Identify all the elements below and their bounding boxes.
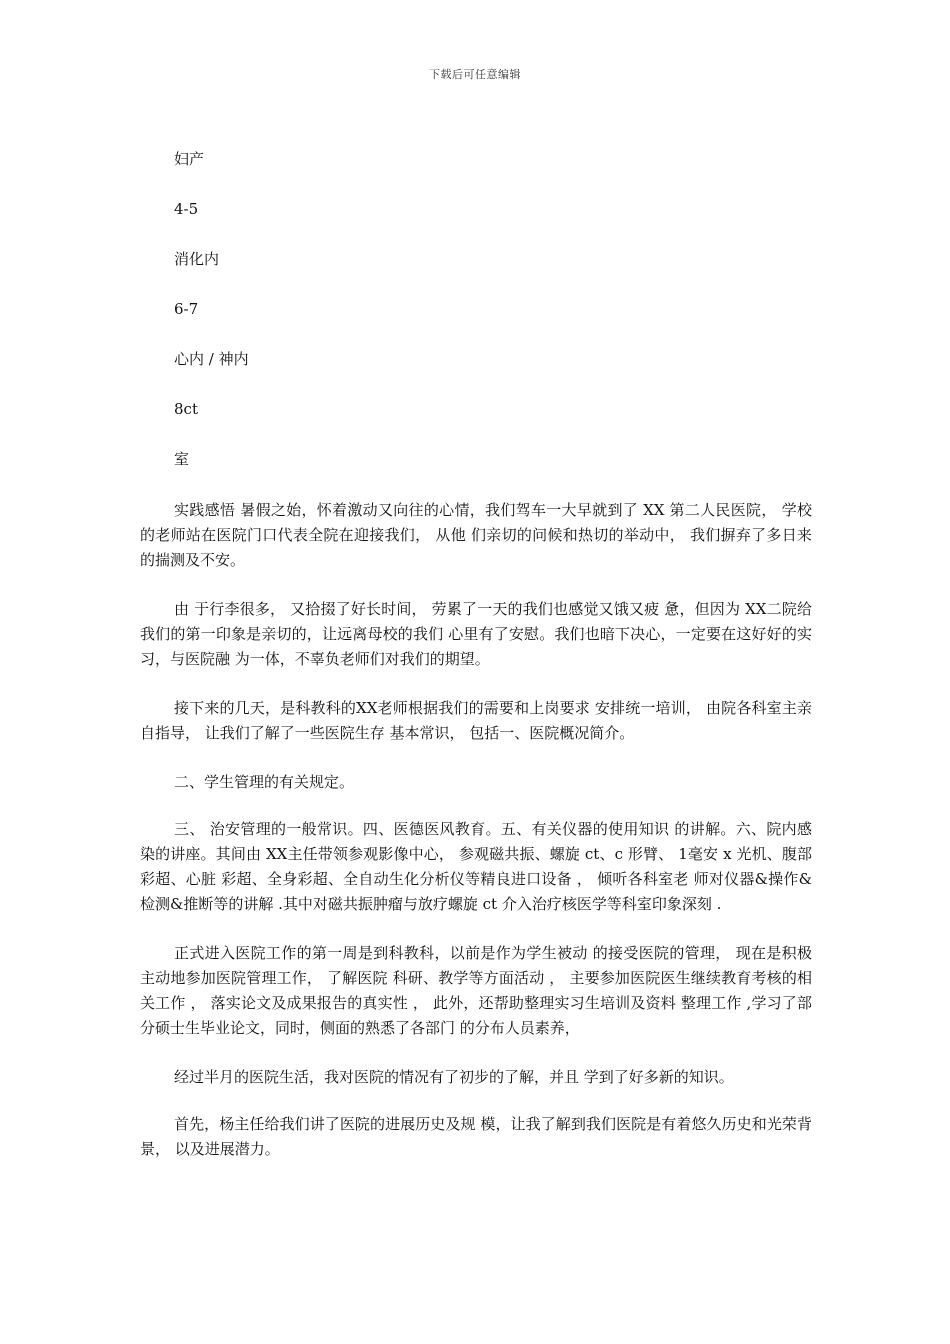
paragraph-training: 接下来的几天，是科教科的XX老师根据我们的需要和上岗要求 安排统一培训， 由院各科室主亲自指导， 让我们了解了一些医院生存 基本常识， 包括一、医院概况简介。 bbox=[140, 699, 812, 742]
schedule-item: 妇产 bbox=[174, 150, 205, 168]
schedule-list bbox=[174, 148, 774, 498]
schedule-item: 8ct bbox=[174, 400, 198, 418]
paragraph-half-month: 经过半月的医院生活，我对医院的情况有了初步的了解，并且 学到了好多新的知识。 bbox=[174, 1068, 734, 1086]
paragraph-hospital-history: 首先，杨主任给我们讲了医院的进展历史及规 模，让我了解到我们医院是有着悠久历史和光荣背景， 以及进展潜力。 bbox=[140, 1115, 812, 1158]
paragraph-security-and-equipment: 三、 治安管理的一般常识。四、医德医风教育。五、有关仪器的使用知识 的讲解。六、院内感染的讲座。其间由 XX主任带领参观影像中心， 参观磁共振、螺旋 ct、c 形臂、 1毫安 x 光机、腹部彩超、心脏 彩超、全身彩超、全自动生化分析仪等精良进口设备 ， 倾听各科室老 师对仪器&操作&检测&推断等的讲解 .其中对磁共振肿瘤与放疗螺旋 ct 介入治疗核医学等科室印象深刻 . bbox=[140, 820, 812, 913]
paragraph-first-impression: 由 于行李很多， 又拾掇了好长时间， 劳累了一天的我们也感觉又饿又疲 惫，但因为 XX二院给我们的第一印象是亲切的，让远离母校的我们 心里有了安慰。我们也暗下决心，一定要在这好好的实习，与医院融 为一体，不辜负老师们对我们的期望。 bbox=[140, 600, 812, 668]
schedule-item: 室 bbox=[174, 450, 190, 468]
schedule-item: 6-7 bbox=[174, 300, 199, 318]
paragraph-student-rules: 二、学生管理的有关规定。 bbox=[174, 773, 355, 791]
schedule-item: 心内 / 神内 bbox=[174, 350, 249, 368]
paragraph-first-week: 正式进入医院工作的第一周是到科教科，以前是作为学生被动 的接受医院的管理， 现在是积极主动地参加医院管理工作， 了解医院 科研、教学等方面活动 ， 主要参加医院医生继续教育考核的相关工作 ， 落实论文及成果报告的真实性 ， 此外，还帮助整理实习生培训及资料 整理工作 ,学习了部分硕士生毕业论文，同时，侧面的熟悉了各部门 的分布人员素养， bbox=[140, 944, 812, 1037]
header-note: 下载后可任意编辑 bbox=[429, 68, 521, 81]
schedule-item: 4-5 bbox=[174, 200, 199, 218]
body-text bbox=[140, 498, 812, 1186]
paragraph-practice-reflection: 实践感悟 暑假之始，怀着激动又向往的心情，我们驾车一大早就到了 XX 第二人民医院， 学校的老师站在医院门口代表全院在迎接我们， 从他 们亲切的问候和热切的举动中， 我们摒弃了多日来的揣测及不安。 bbox=[140, 501, 812, 569]
schedule-item: 消化内 bbox=[174, 250, 220, 268]
